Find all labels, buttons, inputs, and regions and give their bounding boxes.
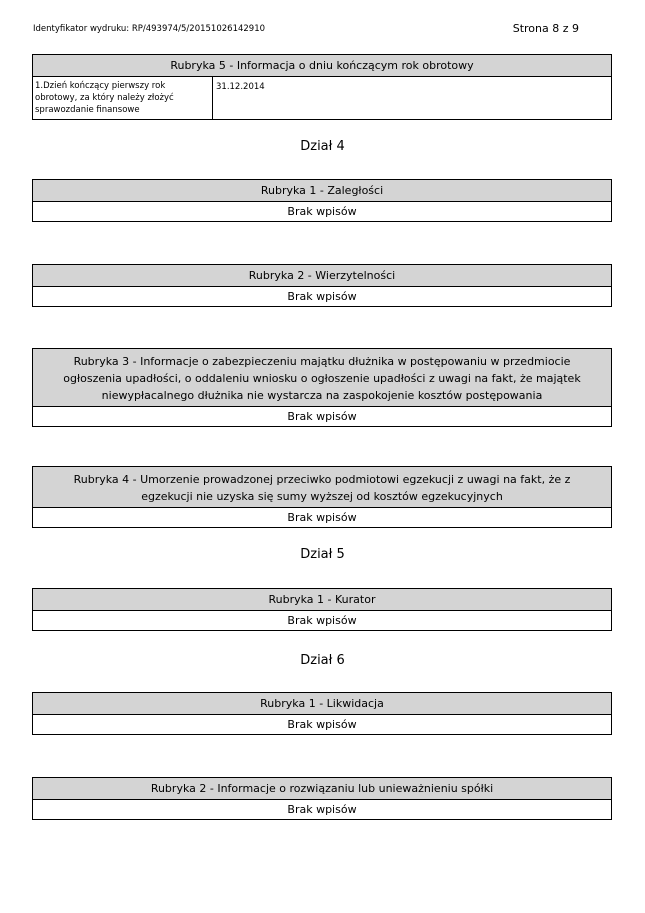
dzial-6-rubryka-2-box xyxy=(32,777,612,820)
dzial-5-rubryka-1-body: Brak wpisów xyxy=(287,614,357,627)
dzial-6-rubryka-2-title: Rubryka 2 - Informacje o rozwiązaniu lub unieważnieniu spółki xyxy=(33,778,611,800)
dzial-4-rubryka-1-title: Rubryka 1 - Zaległości xyxy=(33,180,611,202)
dzial-5-rubryka-1-title: Rubryka 1 - Kurator xyxy=(33,589,611,611)
print-identifier: Identyfikator wydruku: RP/493974/5/20151026142910 xyxy=(33,24,266,34)
rubryka-5-title: Rubryka 5 - Informacja o dniu kończącym rok obrotowy xyxy=(33,55,611,77)
dzial-6-rubryka-1-title: Rubryka 1 - Likwidacja xyxy=(33,693,611,715)
dzial-4-rubryka-3-box xyxy=(32,348,612,427)
rubryka-5-box xyxy=(32,54,612,120)
dzial-4-rubryka-3-body: Brak wpisów xyxy=(287,410,357,423)
dzial-4-rubryka-4-box xyxy=(32,466,612,528)
dzial-4-rubryka-2-title: Rubryka 2 - Wierzytelności xyxy=(33,265,611,287)
dzial-4-rubryka-1-box xyxy=(32,179,612,222)
page-number: Strona 8 z 9 xyxy=(512,22,579,35)
rubryka-5-row xyxy=(33,77,611,119)
dzial-6-rubryka-1-box xyxy=(32,692,612,735)
dzial-4-rubryka-2-body: Brak wpisów xyxy=(287,290,357,303)
dzial-4-rubryka-1-body: Brak wpisów xyxy=(287,205,357,218)
dzial-4-heading: Dział 4 xyxy=(300,139,345,154)
dzial-5-heading: Dział 5 xyxy=(300,547,345,562)
rubryka-5-row-value: 31.12.2014 xyxy=(216,82,265,92)
dzial-4-rubryka-3-title: Rubryka 3 - Informacje o zabezpieczeniu majątku dłużnika w postępowaniu w przedmiocie ogłoszenia upadłości, o oddaleniu wniosku o ogłoszenie upadłości z uwagi na fakt, że majątek niewypłacalnego dłużnika nie wystarcza na zaspokojenie kosztów postępowania xyxy=(33,349,611,407)
dzial-4-rubryka-4-body: Brak wpisów xyxy=(287,511,357,524)
dzial-6-rubryka-2-body: Brak wpisów xyxy=(287,803,357,816)
dzial-4-rubryka-4-title: Rubryka 4 - Umorzenie prowadzonej przeciwko podmiotowi egzekucji z uwagi na fakt, że z egzekucji nie uzyska się sumy wyższej od kosztów egzekucyjnych xyxy=(33,467,611,508)
rubryka-5-row-label: 1.Dzień kończący pierwszy rok obrotowy, za który należy złożyć sprawozdanie finansowe xyxy=(33,77,213,119)
dzial-6-rubryka-1-body: Brak wpisów xyxy=(287,718,357,731)
dzial-6-heading: Dział 6 xyxy=(300,653,345,668)
dzial-5-rubryka-1-box xyxy=(32,588,612,631)
dzial-4-rubryka-2-box xyxy=(32,264,612,307)
